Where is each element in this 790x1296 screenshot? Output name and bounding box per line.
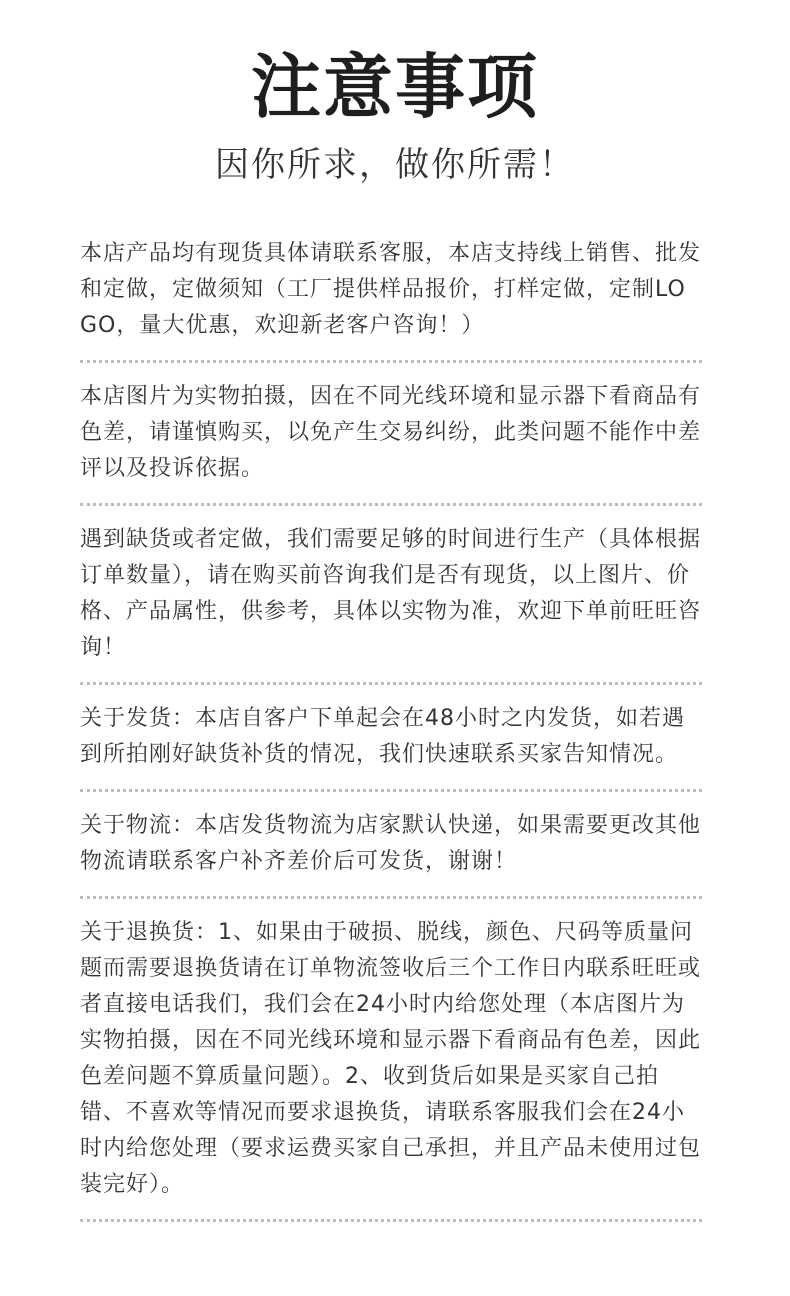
notice-stock-customization: 本店产品均有现货具体请联系客服，本店支持线上销售、批发和定做，定做须知（工厂提供样品报价，打样定做，定制LOGO，量大优惠，欢迎新老客户咨询！）: [80, 241, 702, 338]
notice-out-of-stock: 遇到缺货或者定做，我们需要足够的时间进行生产（具体根据订单数量），请在购买前咨询我们是否有现货，以上图片、价格、产品属性，供参考，具体以实物为准，欢迎下单前旺旺咨询！: [80, 527, 702, 660]
dotted-divider: [80, 896, 702, 899]
dotted-divider: [80, 789, 702, 792]
dotted-divider: [80, 360, 702, 363]
page-title: 注意事项: [251, 46, 539, 128]
dotted-divider: [80, 1219, 702, 1222]
notice-list: [80, 236, 702, 1238]
notice-logistics: 关于物流：本店发货物流为店家默认快递，如果需要更改其他物流请联系客户补齐差价后可发货，谢谢！: [80, 813, 702, 874]
dotted-divider: [80, 682, 702, 685]
page-subtitle: 因你所求，做你所需！: [215, 145, 575, 185]
dotted-divider: [80, 503, 702, 506]
notice-color-difference: 本店图片为实物拍摄，因在不同光线环境和显示器下看商品有色差，请谨慎购买，以免产生交易纠纷，此类问题不能作中差评以及投诉依据。: [80, 384, 702, 481]
notice-shipping: 关于发货：本店自客户下单起会在48小时之内发货，如若遇到所拍刚好缺货补货的情况，我们快速联系买家告知情况。: [80, 706, 685, 767]
notice-returns: 关于退换货：1、如果由于破损、脱线，颜色、尺码等质量问题而需要退换货请在订单物流签收后三个工作日内联系旺旺或者直接电话我们，我们会在24小时内给您处理（本店图片为实物拍摄，因在不同光线环境和显示器下看商品有色差，因此色差问题不算质量问题）。2、收到货后如果是买家自己拍错、不喜欢等情况而要求退换货，请联系客服我们会在24小时内给您处理（要求运费买家自己承担，并且产品未使用过包装完好）。: [80, 920, 702, 1197]
